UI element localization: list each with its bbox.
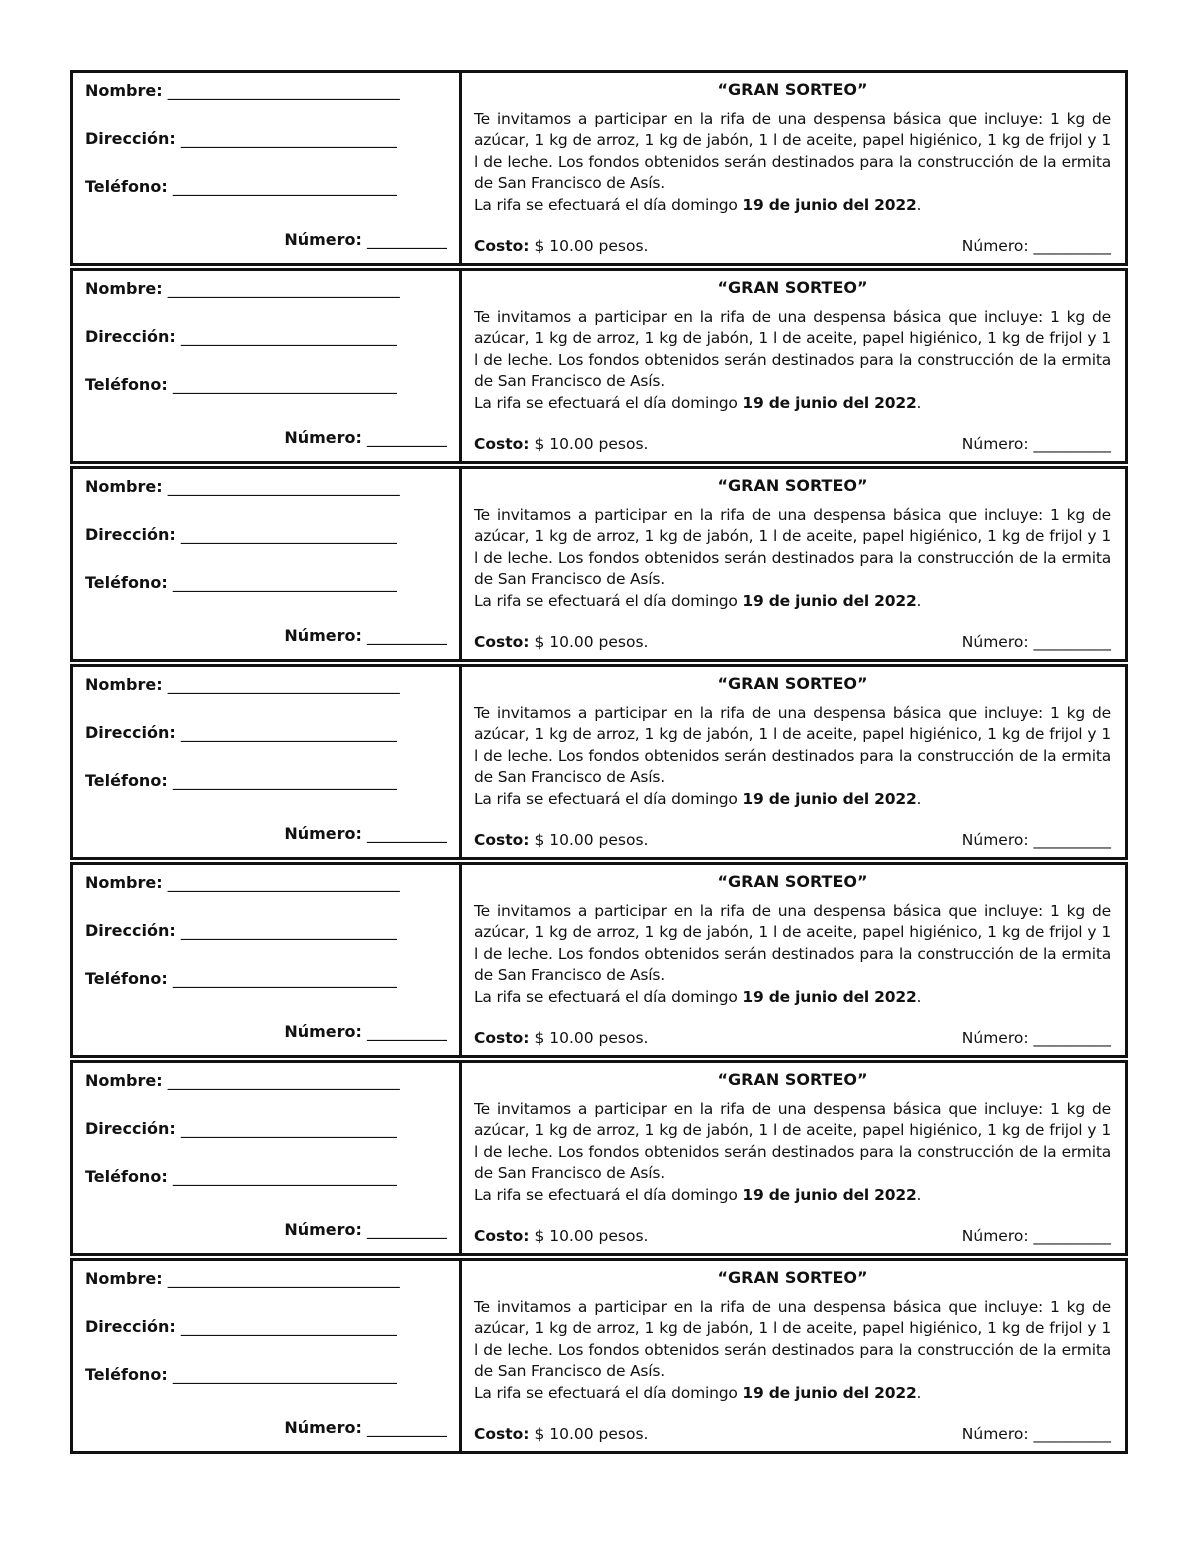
ticket-footer bbox=[474, 434, 1111, 456]
raffle-ticket bbox=[70, 268, 1128, 464]
ticket-numero-label: Número: bbox=[961, 434, 1034, 453]
ticket-footer bbox=[474, 236, 1111, 258]
ticket-stub bbox=[73, 667, 462, 857]
stub-direccion-row bbox=[85, 723, 447, 751]
ticket-date: 19 de junio del 2022 bbox=[742, 591, 917, 610]
cost-value: $ 10.00 pesos. bbox=[529, 434, 649, 453]
cost-label: Costo: bbox=[474, 1424, 530, 1443]
nombre-label: Nombre: bbox=[85, 873, 163, 892]
ticket-date-prefix: La rifa se efectuará el día domingo bbox=[474, 1383, 743, 1402]
nombre-label: Nombre: bbox=[85, 279, 163, 298]
stub-numero-row bbox=[85, 824, 447, 843]
direccion-label: Dirección: bbox=[85, 1317, 176, 1336]
ticket-cost bbox=[474, 1226, 648, 1248]
direccion-field-line: ___________________________ bbox=[180, 1317, 397, 1336]
raffle-ticket bbox=[70, 1060, 1128, 1256]
telefono-field-line: ____________________________ bbox=[172, 375, 397, 394]
raffle-ticket bbox=[70, 466, 1128, 662]
telefono-field-line: ____________________________ bbox=[172, 177, 397, 196]
telefono-label: Teléfono: bbox=[85, 375, 168, 394]
ticket-main bbox=[462, 469, 1125, 659]
direccion-label: Dirección: bbox=[85, 723, 176, 742]
ticket-date: 19 de junio del 2022 bbox=[742, 789, 917, 808]
nombre-label: Nombre: bbox=[85, 1269, 163, 1288]
numero-field-line: __________ bbox=[367, 1418, 447, 1437]
ticket-numero bbox=[962, 1226, 1111, 1248]
nombre-label: Nombre: bbox=[85, 1071, 163, 1090]
ticket-cost bbox=[474, 632, 648, 654]
numero-label: Número: bbox=[284, 1418, 362, 1437]
direccion-field-line: ___________________________ bbox=[180, 921, 397, 940]
ticket-body-text: Te invitamos a participar en la rifa de una despensa básica que incluye: 1 kg de azúcar, 1 kg de arroz, 1 kg de jabón, 1 l de aceite, papel higiénico, 1 kg de frijol y 1 l de leche. Los fondos obtenidos serán destinados para la construcción de la ermita de San Francisco de Asís. bbox=[474, 307, 1111, 390]
direccion-label: Dirección: bbox=[85, 327, 176, 346]
nombre-label: Nombre: bbox=[85, 675, 163, 694]
stub-direccion-row bbox=[85, 1119, 447, 1147]
ticket-title: “GRAN SORTEO” bbox=[717, 1268, 868, 1287]
ticket-description bbox=[474, 1297, 1111, 1405]
nombre-field-line: _____________________________ bbox=[167, 873, 400, 892]
ticket-body-text: Te invitamos a participar en la rifa de una despensa básica que incluye: 1 kg de azúcar, 1 kg de arroz, 1 kg de jabón, 1 l de aceite, papel higiénico, 1 kg de frijol y 1 l de leche. Los fondos obtenidos serán destinados para la construcción de la ermita de San Francisco de Asís. bbox=[474, 901, 1111, 984]
ticket-footer bbox=[474, 830, 1111, 852]
stub-direccion-row bbox=[85, 129, 447, 157]
raffle-ticket bbox=[70, 70, 1128, 266]
ticket-date-prefix: La rifa se efectuará el día domingo bbox=[474, 195, 743, 214]
ticket-body-text: Te invitamos a participar en la rifa de una despensa básica que incluye: 1 kg de azúcar, 1 kg de arroz, 1 kg de jabón, 1 l de aceite, papel higiénico, 1 kg de frijol y 1 l de leche. Los fondos obtenidos serán destinados para la construcción de la ermita de San Francisco de Asís. bbox=[474, 703, 1111, 786]
telefono-field-line: ____________________________ bbox=[172, 1167, 397, 1186]
ticket-date: 19 de junio del 2022 bbox=[742, 987, 917, 1006]
cost-label: Costo: bbox=[474, 236, 530, 255]
ticket-numero-line: __________ bbox=[1033, 1028, 1111, 1047]
ticket-stub bbox=[73, 865, 462, 1055]
numero-field-line: __________ bbox=[367, 230, 447, 249]
ticket-numero bbox=[962, 830, 1111, 852]
nombre-field-line: _____________________________ bbox=[167, 81, 400, 100]
ticket-numero bbox=[962, 434, 1111, 456]
ticket-numero bbox=[962, 1424, 1111, 1446]
stub-telefono-row bbox=[85, 771, 447, 799]
ticket-numero bbox=[962, 632, 1111, 654]
ticket-cost bbox=[474, 1424, 648, 1446]
numero-field-line: __________ bbox=[367, 1220, 447, 1239]
ticket-numero-label: Número: bbox=[961, 236, 1034, 255]
ticket-date-prefix: La rifa se efectuará el día domingo bbox=[474, 987, 743, 1006]
stub-nombre-row bbox=[85, 81, 447, 109]
ticket-main bbox=[462, 1063, 1125, 1253]
ticket-footer bbox=[474, 1424, 1111, 1446]
direccion-label: Dirección: bbox=[85, 1119, 176, 1138]
stub-direccion-row bbox=[85, 1317, 447, 1345]
direccion-field-line: ___________________________ bbox=[180, 129, 397, 148]
ticket-stub bbox=[73, 1261, 462, 1451]
ticket-date-suffix: . bbox=[916, 1185, 922, 1204]
stub-nombre-row bbox=[85, 477, 447, 505]
stub-telefono-row bbox=[85, 969, 447, 997]
ticket-numero-label: Número: bbox=[961, 632, 1034, 651]
raffle-ticket-sheet bbox=[70, 70, 1128, 1456]
telefono-field-line: ____________________________ bbox=[172, 771, 397, 790]
telefono-field-line: ____________________________ bbox=[172, 573, 397, 592]
stub-nombre-row bbox=[85, 1269, 447, 1297]
nombre-label: Nombre: bbox=[85, 477, 163, 496]
telefono-label: Teléfono: bbox=[85, 771, 168, 790]
ticket-cost bbox=[474, 1028, 648, 1050]
ticket-body-text: Te invitamos a participar en la rifa de una despensa básica que incluye: 1 kg de azúcar, 1 kg de arroz, 1 kg de jabón, 1 l de aceite, papel higiénico, 1 kg de frijol y 1 l de leche. Los fondos obtenidos serán destinados para la construcción de la ermita de San Francisco de Asís. bbox=[474, 1297, 1111, 1380]
telefono-label: Teléfono: bbox=[85, 1365, 168, 1384]
ticket-footer bbox=[474, 1028, 1111, 1050]
numero-field-line: __________ bbox=[367, 626, 447, 645]
cost-value: $ 10.00 pesos. bbox=[529, 236, 649, 255]
ticket-body-text: Te invitamos a participar en la rifa de una despensa básica que incluye: 1 kg de azúcar, 1 kg de arroz, 1 kg de jabón, 1 l de aceite, papel higiénico, 1 kg de frijol y 1 l de leche. Los fondos obtenidos serán destinados para la construcción de la ermita de San Francisco de Asís. bbox=[474, 109, 1111, 192]
ticket-numero-line: __________ bbox=[1033, 434, 1111, 453]
numero-field-line: __________ bbox=[367, 428, 447, 447]
telefono-label: Teléfono: bbox=[85, 573, 168, 592]
ticket-description bbox=[474, 1099, 1111, 1207]
stub-numero-row bbox=[85, 230, 447, 249]
ticket-title: “GRAN SORTEO” bbox=[717, 476, 868, 495]
numero-label: Número: bbox=[284, 1022, 362, 1041]
ticket-title: “GRAN SORTEO” bbox=[717, 872, 868, 891]
ticket-footer bbox=[474, 1226, 1111, 1248]
ticket-main bbox=[462, 1261, 1125, 1451]
direccion-field-line: ___________________________ bbox=[180, 723, 397, 742]
ticket-description bbox=[474, 307, 1111, 415]
ticket-cost bbox=[474, 434, 648, 456]
direccion-label: Dirección: bbox=[85, 921, 176, 940]
numero-field-line: __________ bbox=[367, 824, 447, 843]
cost-label: Costo: bbox=[474, 632, 530, 651]
stub-telefono-row bbox=[85, 177, 447, 205]
ticket-date-suffix: . bbox=[916, 1383, 922, 1402]
raffle-ticket bbox=[70, 664, 1128, 860]
cost-label: Costo: bbox=[474, 1226, 530, 1245]
cost-value: $ 10.00 pesos. bbox=[529, 632, 649, 651]
stub-nombre-row bbox=[85, 279, 447, 307]
numero-label: Número: bbox=[284, 230, 362, 249]
ticket-stub bbox=[73, 271, 462, 461]
ticket-date-suffix: . bbox=[916, 591, 922, 610]
nombre-field-line: _____________________________ bbox=[167, 1071, 400, 1090]
ticket-date-suffix: . bbox=[916, 195, 922, 214]
ticket-title: “GRAN SORTEO” bbox=[717, 1070, 868, 1089]
stub-telefono-row bbox=[85, 375, 447, 403]
ticket-description bbox=[474, 703, 1111, 811]
ticket-cost bbox=[474, 830, 648, 852]
numero-label: Número: bbox=[284, 1220, 362, 1239]
ticket-numero-line: __________ bbox=[1033, 1226, 1111, 1245]
ticket-date-prefix: La rifa se efectuará el día domingo bbox=[474, 789, 743, 808]
stub-telefono-row bbox=[85, 1167, 447, 1195]
stub-telefono-row bbox=[85, 1365, 447, 1393]
ticket-body-text: Te invitamos a participar en la rifa de una despensa básica que incluye: 1 kg de azúcar, 1 kg de arroz, 1 kg de jabón, 1 l de aceite, papel higiénico, 1 kg de frijol y 1 l de leche. Los fondos obtenidos serán destinados para la construcción de la ermita de San Francisco de Asís. bbox=[474, 1099, 1111, 1182]
stub-direccion-row bbox=[85, 525, 447, 553]
direccion-label: Dirección: bbox=[85, 525, 176, 544]
nombre-label: Nombre: bbox=[85, 81, 163, 100]
direccion-field-line: ___________________________ bbox=[180, 1119, 397, 1138]
ticket-main bbox=[462, 865, 1125, 1055]
ticket-date: 19 de junio del 2022 bbox=[742, 393, 917, 412]
ticket-numero-label: Número: bbox=[961, 1028, 1034, 1047]
stub-numero-row bbox=[85, 428, 447, 447]
stub-nombre-row bbox=[85, 675, 447, 703]
ticket-footer bbox=[474, 632, 1111, 654]
numero-label: Número: bbox=[284, 824, 362, 843]
cost-value: $ 10.00 pesos. bbox=[529, 1028, 649, 1047]
direccion-field-line: ___________________________ bbox=[180, 327, 397, 346]
nombre-field-line: _____________________________ bbox=[167, 675, 400, 694]
ticket-date-suffix: . bbox=[916, 393, 922, 412]
ticket-date: 19 de junio del 2022 bbox=[742, 1185, 917, 1204]
ticket-description bbox=[474, 109, 1111, 217]
ticket-date: 19 de junio del 2022 bbox=[742, 1383, 917, 1402]
ticket-date-suffix: . bbox=[916, 987, 922, 1006]
stub-direccion-row bbox=[85, 921, 447, 949]
ticket-numero-label: Número: bbox=[961, 1424, 1034, 1443]
stub-nombre-row bbox=[85, 1071, 447, 1099]
ticket-main bbox=[462, 73, 1125, 263]
cost-label: Costo: bbox=[474, 830, 530, 849]
ticket-date-prefix: La rifa se efectuará el día domingo bbox=[474, 1185, 743, 1204]
ticket-date: 19 de junio del 2022 bbox=[742, 195, 917, 214]
direccion-label: Dirección: bbox=[85, 129, 176, 148]
stub-telefono-row bbox=[85, 573, 447, 601]
ticket-description bbox=[474, 505, 1111, 613]
ticket-title: “GRAN SORTEO” bbox=[717, 278, 868, 297]
ticket-main bbox=[462, 271, 1125, 461]
ticket-numero bbox=[962, 1028, 1111, 1050]
cost-label: Costo: bbox=[474, 1028, 530, 1047]
stub-direccion-row bbox=[85, 327, 447, 355]
ticket-numero-line: __________ bbox=[1033, 1424, 1111, 1443]
numero-field-line: __________ bbox=[367, 1022, 447, 1041]
ticket-numero-line: __________ bbox=[1033, 236, 1111, 255]
telefono-field-line: ____________________________ bbox=[172, 1365, 397, 1384]
numero-label: Número: bbox=[284, 626, 362, 645]
ticket-description bbox=[474, 901, 1111, 1009]
telefono-label: Teléfono: bbox=[85, 177, 168, 196]
ticket-numero-line: __________ bbox=[1033, 632, 1111, 651]
stub-numero-row bbox=[85, 1418, 447, 1437]
direccion-field-line: ___________________________ bbox=[180, 525, 397, 544]
ticket-title: “GRAN SORTEO” bbox=[717, 674, 868, 693]
numero-label: Número: bbox=[284, 428, 362, 447]
ticket-stub bbox=[73, 73, 462, 263]
nombre-field-line: _____________________________ bbox=[167, 477, 400, 496]
ticket-title: “GRAN SORTEO” bbox=[717, 80, 868, 99]
telefono-label: Teléfono: bbox=[85, 1167, 168, 1186]
ticket-numero bbox=[962, 236, 1111, 258]
ticket-date-prefix: La rifa se efectuará el día domingo bbox=[474, 591, 743, 610]
nombre-field-line: _____________________________ bbox=[167, 1269, 400, 1288]
ticket-body-text: Te invitamos a participar en la rifa de una despensa básica que incluye: 1 kg de azúcar, 1 kg de arroz, 1 kg de jabón, 1 l de aceite, papel higiénico, 1 kg de frijol y 1 l de leche. Los fondos obtenidos serán destinados para la construcción de la ermita de San Francisco de Asís. bbox=[474, 505, 1111, 588]
stub-numero-row bbox=[85, 1022, 447, 1041]
telefono-field-line: ____________________________ bbox=[172, 969, 397, 988]
ticket-numero-line: __________ bbox=[1033, 830, 1111, 849]
nombre-field-line: _____________________________ bbox=[167, 279, 400, 298]
ticket-date-prefix: La rifa se efectuará el día domingo bbox=[474, 393, 743, 412]
ticket-stub bbox=[73, 1063, 462, 1253]
cost-label: Costo: bbox=[474, 434, 530, 453]
stub-nombre-row bbox=[85, 873, 447, 901]
ticket-main bbox=[462, 667, 1125, 857]
ticket-stub bbox=[73, 469, 462, 659]
ticket-cost bbox=[474, 236, 648, 258]
stub-numero-row bbox=[85, 626, 447, 645]
raffle-ticket bbox=[70, 1258, 1128, 1454]
cost-value: $ 10.00 pesos. bbox=[529, 1226, 649, 1245]
stub-numero-row bbox=[85, 1220, 447, 1239]
telefono-label: Teléfono: bbox=[85, 969, 168, 988]
cost-value: $ 10.00 pesos. bbox=[529, 1424, 649, 1443]
ticket-date-suffix: . bbox=[916, 789, 922, 808]
ticket-numero-label: Número: bbox=[961, 1226, 1034, 1245]
raffle-ticket bbox=[70, 862, 1128, 1058]
ticket-numero-label: Número: bbox=[961, 830, 1034, 849]
cost-value: $ 10.00 pesos. bbox=[529, 830, 649, 849]
